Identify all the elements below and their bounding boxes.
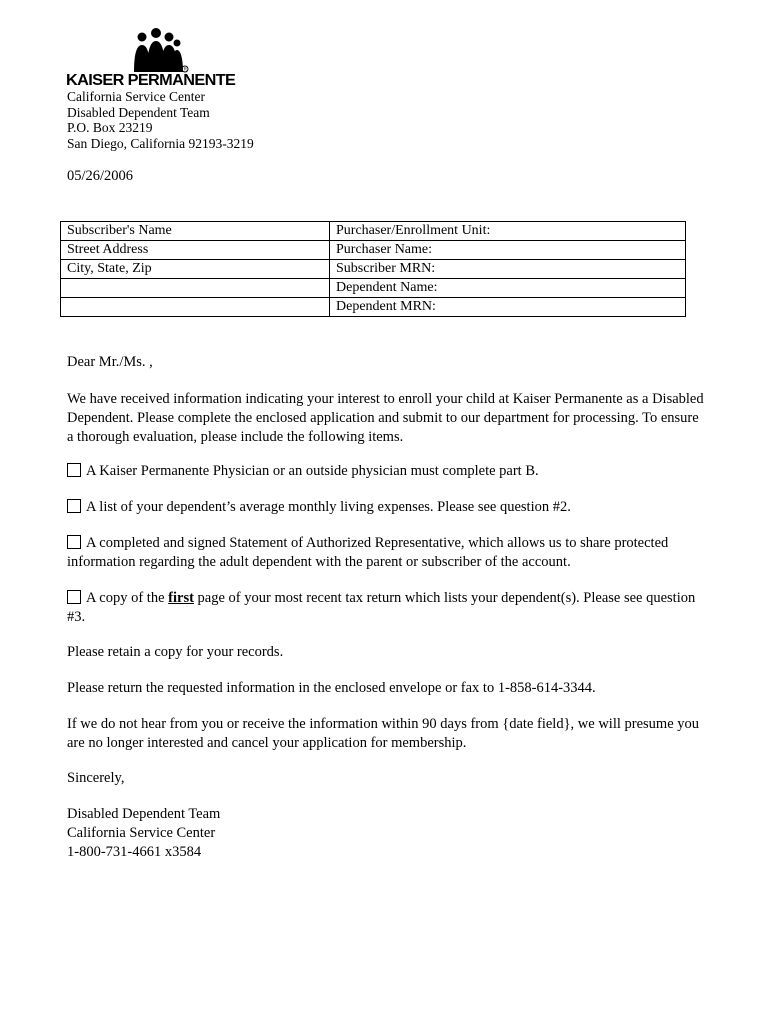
checklist-item	[67, 498, 707, 517]
salutation: Dear Mr./Ms. ,	[67, 354, 153, 370]
table-cell: Purchaser Name:	[330, 241, 686, 260]
checklist-item-text: A Kaiser Permanente Physician or an outside physician must complete part B.	[86, 463, 539, 479]
table-cell: Subscriber MRN:	[330, 260, 686, 279]
table-cell: Dependent MRN:	[330, 298, 686, 317]
signature-line: California Service Center	[67, 825, 216, 841]
recipient-info-table	[60, 221, 686, 317]
table-cell: City, State, Zip	[61, 260, 330, 279]
signature-line: Disabled Dependent Team	[67, 806, 221, 822]
table-cell: Purchaser/Enrollment Unit:	[330, 222, 686, 241]
checklist-item-text: A copy of the	[86, 590, 169, 606]
checkbox[interactable]	[67, 535, 81, 549]
checklist-item-text: page of your most recent tax return which lists your dependent(s). Please see question #3.	[67, 590, 696, 625]
sender-address-line: San Diego, California 92193-3219	[67, 135, 254, 151]
checklist-item	[67, 462, 707, 481]
signature-block	[67, 805, 707, 862]
checklist-item	[67, 589, 707, 627]
table-cell: Street Address	[61, 241, 330, 260]
checklist-item-text: A list of your dependent’s average monthly living expenses. Please see question #2.	[86, 499, 571, 515]
table-row	[61, 241, 686, 260]
kaiser-logo	[66, 28, 256, 90]
table-cell	[61, 279, 330, 298]
table-row	[61, 260, 686, 279]
table-row	[61, 279, 686, 298]
sender-address	[67, 89, 254, 151]
signature-line: 1-800-731-4661 x3584	[67, 844, 202, 860]
letter-date: 05/26/2006	[67, 168, 134, 184]
checkbox[interactable]	[67, 499, 81, 513]
svg-text:R: R	[183, 66, 187, 72]
table-row	[61, 222, 686, 241]
sender-address-line: Disabled Dependent Team	[67, 104, 210, 120]
closing: Sincerely,	[67, 770, 125, 786]
deadline-paragraph: If we do not hear from you or receive the information within 90 days from {date field}, we will presume you are no longer interested and cancel your application for membership.	[67, 716, 700, 751]
checklist-item	[67, 534, 707, 572]
return-instructions: Please return the requested information in the enclosed envelope or fax to 1-858-614-3344.	[67, 680, 596, 696]
table-row	[61, 298, 686, 317]
retain-note: Please retain a copy for your records.	[67, 644, 284, 660]
intro-paragraph: We have received information indicating your interest to enroll your child at Kaiser Permanente as a Disabled Dependent. Please complete the enclosed application and submit to our department for processing. To ensure a thorough evaluation, please include the following items.	[67, 391, 704, 445]
kaiser-family-logo-icon	[132, 28, 190, 74]
checkbox[interactable]	[67, 463, 81, 477]
sender-address-line: California Service Center	[67, 89, 205, 104]
emphasis-first: first	[168, 590, 194, 606]
kaiser-logo-text: KAISER PERMANENTE	[66, 72, 236, 89]
table-cell	[61, 298, 330, 317]
checkbox[interactable]	[67, 590, 81, 604]
table-cell: Dependent Name:	[330, 279, 686, 298]
table-cell: Subscriber's Name	[61, 222, 330, 241]
sender-address-line: P.O. Box 23219	[67, 120, 153, 136]
checklist-item-text: A completed and signed Statement of Authorized Representative, which allows us to share protected information regarding the adult dependent with the parent or subscriber of the account.	[67, 535, 669, 570]
